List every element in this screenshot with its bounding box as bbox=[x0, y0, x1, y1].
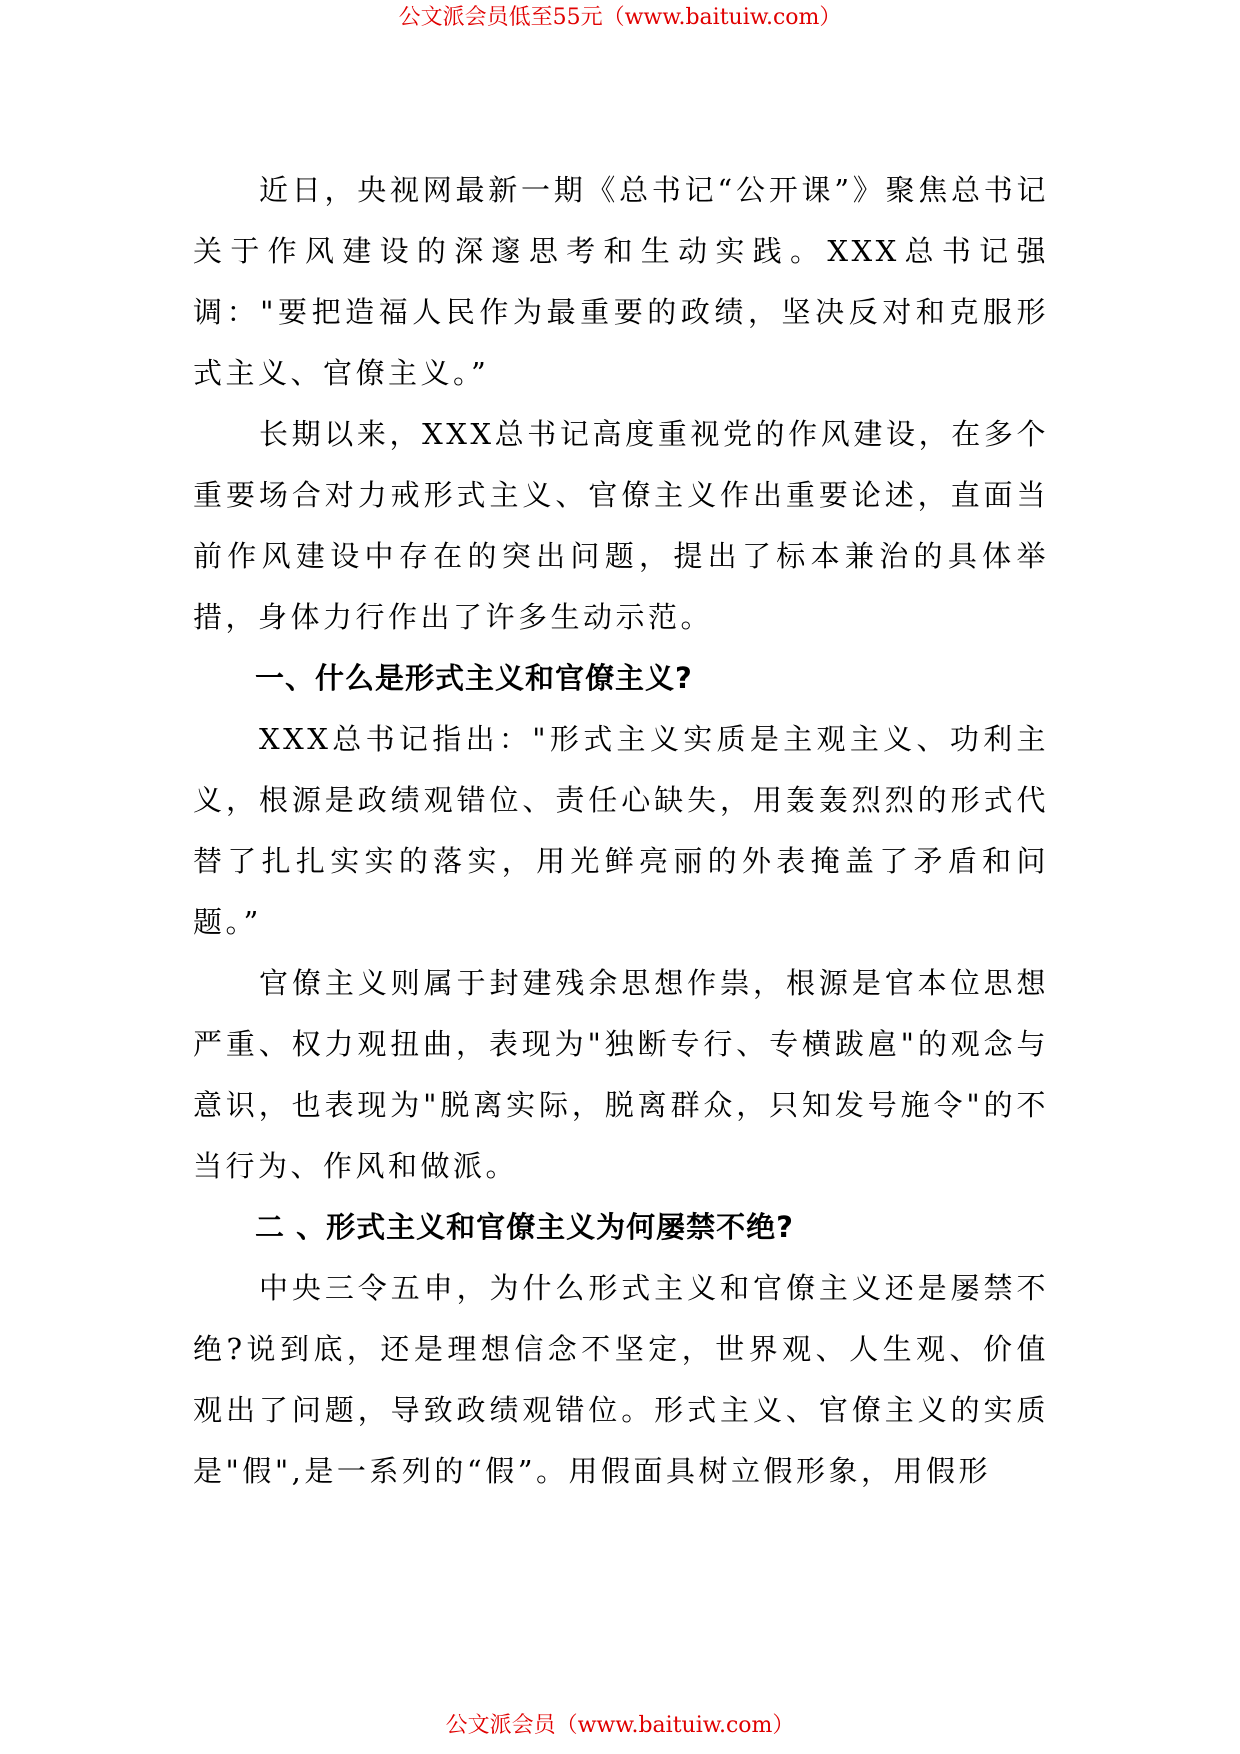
section1-paragraph-2: 官僚主义则属于封建残余思想作祟，根源是官本位思想严重、权力观扭曲，表现为"独断专行、专横跋扈"的观念与意识，也表现为"脱离实际，脱离群众，只知发号施令"的不当行为、作风和做派。 bbox=[193, 966, 1049, 1183]
section2-paragraph-1: 中央三令五申，为什么形式主义和官僚主义还是屡禁不绝?说到底，还是理想信念不坚定，世界观、人生观、价值观出了问题，导致政绩观错位。形式主义、官僚主义的实质是"假",是一系列的“假”。用假面具树立假形象，用假形 bbox=[193, 1271, 1049, 1488]
header-banner: 公文派会员低至55元（www.baituiw.com） bbox=[398, 5, 842, 30]
section1-paragraph-1: XXX总书记指出："形式主义实质是主观主义、功利主义，根源是政绩观错位、责任心缺失，用轰轰烈烈的形式代替了扎扎实实的落实，用光鲜亮丽的外表掩盖了矛盾和问题。” bbox=[193, 722, 1049, 939]
footer-banner: 公文派会员（www.baituiw.com） bbox=[445, 1713, 795, 1738]
intro-paragraph-2: 长期以来，XXX总书记高度重视党的作风建设，在多个重要场合对力戒形式主义、官僚主义作出重要论述，直面当前作风建设中存在的突出问题，提出了标本兼治的具体举措，身体力行作出了许多生动示范。 bbox=[193, 417, 1049, 634]
intro-paragraph-1: 近日，央视网最新一期《总书记“公开课”》聚焦总书记关于作风建设的深邃思考和生动实践。XXX总书记强调："要把造福人民作为最重要的政绩，坚决反对和克服形式主义、官僚主义。” bbox=[193, 173, 1049, 390]
section-heading-1: 一、什么是形式主义和官僚主义? bbox=[255, 661, 693, 695]
document-body bbox=[193, 160, 1049, 1502]
section-heading-2: 二 、形式主义和官僚主义为何屡禁不绝? bbox=[255, 1210, 794, 1244]
